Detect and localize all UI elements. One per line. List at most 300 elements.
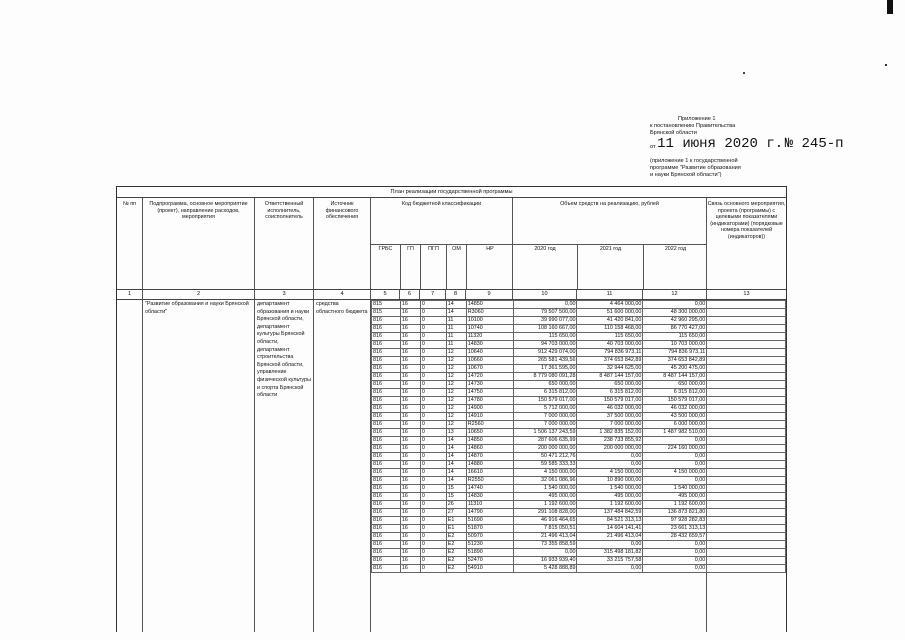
link-cell bbox=[707, 405, 786, 413]
col-link-header: Связь основного мероприятия, проекта (программы) с целевыми показателями (индикаторами) (порядковые номера показателей (индикаторов)) bbox=[707, 201, 786, 240]
grbs-cell: 816 bbox=[372, 429, 401, 437]
gp-cell: 16 bbox=[400, 565, 420, 573]
amount-2022-cell: 43 500 000,00 bbox=[643, 413, 707, 421]
amount-2022-cell: 0,00 bbox=[643, 461, 707, 469]
nr-cell: 16610 bbox=[466, 469, 513, 477]
nr-cell: 51230 bbox=[466, 541, 513, 549]
om-cell: E2 bbox=[446, 557, 466, 565]
om-cell: E2 bbox=[446, 549, 466, 557]
amount-2020-cell: 291 108 828,00 bbox=[513, 509, 577, 517]
subprogram-cell: "Развитие образования и науки Брянской области" bbox=[145, 301, 249, 315]
amount-2021-cell: 115 650,00 bbox=[577, 333, 643, 341]
link-cell bbox=[707, 525, 786, 533]
gp-cell: 16 bbox=[400, 477, 420, 485]
nr-cell: 54910 bbox=[466, 565, 513, 573]
gp-cell: 16 bbox=[400, 461, 420, 469]
amount-2022-cell: 0,00 bbox=[643, 437, 707, 445]
pgp-cell: 0 bbox=[420, 317, 446, 325]
table-row bbox=[372, 565, 786, 573]
amount-2021-cell: 8 487 144 157,00 bbox=[577, 373, 643, 381]
amount-2020-cell: 6 315 812,00 bbox=[513, 389, 577, 397]
grbs-cell: 816 bbox=[372, 517, 401, 525]
amount-2022-cell: 6 000 000,00 bbox=[643, 421, 707, 429]
pgp-cell: 0 bbox=[420, 533, 446, 541]
grbs-cell: 816 bbox=[372, 413, 401, 421]
gp-cell: 16 bbox=[400, 437, 420, 445]
link-cell bbox=[707, 485, 786, 493]
grbs-cell: 816 bbox=[372, 565, 401, 573]
amount-2021-cell: 7 000 000,00 bbox=[577, 421, 643, 429]
grbs-cell: 816 bbox=[372, 509, 401, 517]
column-number: 5 bbox=[371, 290, 400, 299]
grbs-cell: 816 bbox=[372, 325, 401, 333]
amount-2020-cell: 115 650,00 bbox=[513, 333, 577, 341]
om-cell: 12 bbox=[446, 413, 466, 421]
gp-cell: 16 bbox=[400, 509, 420, 517]
table-row bbox=[372, 317, 786, 325]
pgp-cell: 0 bbox=[420, 389, 446, 397]
om-cell: 14 bbox=[446, 461, 466, 469]
column-header bbox=[117, 198, 786, 290]
table-row bbox=[372, 389, 786, 397]
table-title: План реализации государственной программы bbox=[117, 187, 786, 198]
col-om-header: ОМ bbox=[446, 246, 466, 252]
amount-2020-cell: 94 703 000,00 bbox=[513, 341, 577, 349]
gp-cell: 16 bbox=[400, 381, 420, 389]
om-cell: 12 bbox=[446, 381, 466, 389]
link-cell bbox=[707, 421, 786, 429]
link-cell bbox=[707, 381, 786, 389]
om-cell: 11 bbox=[446, 341, 466, 349]
amount-2020-cell: 4 150 000,00 bbox=[513, 469, 577, 477]
amount-2021-cell: 200 000 000,00 bbox=[577, 445, 643, 453]
link-cell bbox=[707, 325, 786, 333]
pgp-cell: 0 bbox=[420, 445, 446, 453]
amount-2022-cell: 224 160 000,00 bbox=[643, 445, 707, 453]
table-row bbox=[372, 437, 786, 445]
amount-2020-cell: 495 000,00 bbox=[513, 493, 577, 501]
link-cell bbox=[707, 469, 786, 477]
nr-cell: 52470 bbox=[466, 557, 513, 565]
amount-2021-cell: 0,00 bbox=[577, 461, 643, 469]
grbs-cell: 816 bbox=[372, 461, 401, 469]
amount-2022-cell: 45 200 475,00 bbox=[643, 365, 707, 373]
pgp-cell: 0 bbox=[420, 557, 446, 565]
amount-2020-cell: 8 779 080 091,28 bbox=[513, 373, 577, 381]
grbs-cell: 816 bbox=[372, 381, 401, 389]
nr-cell: 14850 bbox=[466, 301, 513, 309]
column-number: 2 bbox=[143, 290, 255, 299]
nr-cell: 51870 bbox=[466, 525, 513, 533]
col-gp-header: ГП bbox=[400, 246, 420, 252]
om-cell: 12 bbox=[446, 357, 466, 365]
amount-2020-cell: 7 815 050,51 bbox=[513, 525, 577, 533]
pgp-cell: 0 bbox=[420, 453, 446, 461]
link-cell bbox=[707, 453, 786, 461]
amount-2022-cell: 0,00 bbox=[643, 565, 707, 573]
col-num-header: № пп bbox=[117, 198, 143, 289]
gp-cell: 16 bbox=[400, 373, 420, 381]
gp-cell: 16 bbox=[400, 525, 420, 533]
amount-2020-cell: 32 061 086,96 bbox=[513, 477, 577, 485]
nr-cell: 14870 bbox=[466, 453, 513, 461]
gp-cell: 16 bbox=[400, 325, 420, 333]
decree-date-line bbox=[650, 137, 900, 151]
om-cell: 12 bbox=[446, 405, 466, 413]
column-number: 6 bbox=[400, 290, 420, 299]
om-cell: 12 bbox=[446, 365, 466, 373]
amount-2022-cell: 4 150 000,00 bbox=[643, 469, 707, 477]
om-cell: E2 bbox=[446, 533, 466, 541]
amount-2020-cell: 7 000 000,00 bbox=[513, 413, 577, 421]
amount-2020-cell: 1 506 137 243,59 bbox=[513, 429, 577, 437]
column-number: 9 bbox=[466, 290, 513, 299]
om-cell: 14 bbox=[446, 309, 466, 317]
pgp-cell: 0 bbox=[420, 501, 446, 509]
nr-cell: 14880 bbox=[466, 461, 513, 469]
table-row bbox=[372, 301, 786, 309]
nr-cell: 14850 bbox=[466, 437, 513, 445]
grbs-cell: 816 bbox=[372, 501, 401, 509]
pgp-cell: 0 bbox=[420, 421, 446, 429]
om-cell: 11 bbox=[446, 325, 466, 333]
om-cell: 11 bbox=[446, 317, 466, 325]
link-cell bbox=[707, 429, 786, 437]
from-label: от bbox=[650, 144, 656, 150]
amount-2021-cell: 41 420 841,00 bbox=[577, 317, 643, 325]
table-row bbox=[372, 309, 786, 317]
amount-2021-cell: 40 703 000,00 bbox=[577, 341, 643, 349]
pgp-cell: 0 bbox=[420, 485, 446, 493]
amount-2022-cell: 10 703 000,00 bbox=[643, 341, 707, 349]
amount-2022-cell: 0,00 bbox=[643, 301, 707, 309]
amount-2022-cell: 495 000,00 bbox=[643, 493, 707, 501]
pgp-cell: 0 bbox=[420, 365, 446, 373]
amount-2021-cell: 84 521 313,13 bbox=[577, 517, 643, 525]
appendix-label: Приложение 1 bbox=[678, 116, 716, 122]
grbs-cell: 816 bbox=[372, 373, 401, 381]
link-cell bbox=[707, 557, 786, 565]
om-cell: 27 bbox=[446, 509, 466, 517]
om-cell: 14 bbox=[446, 453, 466, 461]
table-row bbox=[372, 557, 786, 565]
amount-2020-cell: 79 507 500,00 bbox=[513, 309, 577, 317]
gp-cell: 16 bbox=[400, 341, 420, 349]
gp-cell: 16 bbox=[400, 501, 420, 509]
amount-2021-cell: 794 836 973,11 bbox=[577, 349, 643, 357]
pgp-cell: 0 bbox=[420, 309, 446, 317]
budget-code-label: Код бюджетной классификации bbox=[401, 201, 482, 207]
amount-2022-cell: 6 315 812,00 bbox=[643, 389, 707, 397]
link-cell bbox=[707, 397, 786, 405]
link-cell bbox=[707, 301, 786, 309]
pgp-cell: 0 bbox=[420, 301, 446, 309]
scan-speck bbox=[885, 64, 887, 66]
amount-2020-cell: 7 000 000,00 bbox=[513, 421, 577, 429]
amount-2021-cell: 150 579 017,00 bbox=[577, 397, 643, 405]
table-row bbox=[372, 381, 786, 389]
amount-2022-cell: 86 770 427,00 bbox=[643, 325, 707, 333]
table-row bbox=[372, 333, 786, 341]
nr-cell: 14780 bbox=[466, 397, 513, 405]
pgp-cell: 0 bbox=[420, 461, 446, 469]
amount-2020-cell: 0,00 bbox=[513, 549, 577, 557]
amount-2020-cell: 912 429 074,00 bbox=[513, 349, 577, 357]
amount-2022-cell: 23 661 313,13 bbox=[643, 525, 707, 533]
grbs-cell: 816 bbox=[372, 525, 401, 533]
link-cell bbox=[707, 501, 786, 509]
col-2021-header: 2021 год bbox=[577, 246, 643, 252]
amount-2020-cell: 39 990 077,00 bbox=[513, 317, 577, 325]
gp-cell: 16 bbox=[400, 445, 420, 453]
table-row bbox=[372, 533, 786, 541]
pgp-cell: 0 bbox=[420, 333, 446, 341]
link-cell bbox=[707, 437, 786, 445]
gp-cell: 16 bbox=[400, 333, 420, 341]
om-cell: E1 bbox=[446, 525, 466, 533]
nr-cell: 51690 bbox=[466, 517, 513, 525]
grbs-cell: 816 bbox=[372, 341, 401, 349]
link-cell bbox=[707, 445, 786, 453]
grbs-cell: 816 bbox=[372, 333, 401, 341]
column-number: 1 bbox=[117, 290, 143, 299]
pgp-cell: 0 bbox=[420, 397, 446, 405]
link-cell bbox=[707, 509, 786, 517]
pgp-cell: 0 bbox=[420, 341, 446, 349]
col-nr-header: НР bbox=[466, 246, 513, 252]
region-label: Брянской области bbox=[650, 130, 697, 136]
table-row bbox=[372, 357, 786, 365]
responsible-cell: департамент образования и науки Брянской области, департамент культуры Брянской области, департамент строительства Брянской области, управление физической культуры и спорта Брянской области bbox=[257, 301, 311, 399]
gp-cell: 16 bbox=[400, 301, 420, 309]
column-number: 10 bbox=[513, 290, 577, 299]
link-cell bbox=[707, 477, 786, 485]
amount-2021-cell: 238 733 855,92 bbox=[577, 437, 643, 445]
table-row bbox=[372, 549, 786, 557]
amount-2020-cell: 108 160 667,00 bbox=[513, 325, 577, 333]
amount-2021-cell: 1 382 835 152,00 bbox=[577, 429, 643, 437]
amount-2022-cell: 1 487 982 510,00 bbox=[643, 429, 707, 437]
link-cell bbox=[707, 365, 786, 373]
om-cell: 14 bbox=[446, 437, 466, 445]
link-cell bbox=[707, 461, 786, 469]
column-number: 4 bbox=[314, 290, 371, 299]
amount-2021-cell: 315 498 181,82 bbox=[577, 549, 643, 557]
pgp-cell: 0 bbox=[420, 469, 446, 477]
gp-cell: 16 bbox=[400, 421, 420, 429]
om-cell: 12 bbox=[446, 389, 466, 397]
gp-cell: 16 bbox=[400, 357, 420, 365]
amount-2021-cell: 495 000,00 bbox=[577, 493, 643, 501]
amount-2020-cell: 0,00 bbox=[513, 301, 577, 309]
table-row bbox=[372, 485, 786, 493]
table-row bbox=[372, 477, 786, 485]
amount-2022-cell: 8 487 144 157,00 bbox=[643, 373, 707, 381]
om-cell: 12 bbox=[446, 373, 466, 381]
table-row bbox=[372, 365, 786, 373]
table-row bbox=[372, 429, 786, 437]
gp-cell: 16 bbox=[400, 549, 420, 557]
amount-2021-cell: 0,00 bbox=[577, 453, 643, 461]
col-subprogram-header: Подпрограмма, основное мероприятие (проект), направление расходов, мероприятия bbox=[143, 198, 255, 289]
table-row bbox=[372, 525, 786, 533]
table-row bbox=[372, 341, 786, 349]
om-cell: 12 bbox=[446, 349, 466, 357]
nr-cell: 14830 bbox=[466, 493, 513, 501]
column-number: 11 bbox=[577, 290, 643, 299]
gp-cell: 16 bbox=[400, 469, 420, 477]
pgp-cell: 0 bbox=[420, 357, 446, 365]
link-cell bbox=[707, 357, 786, 365]
budget-rows-table bbox=[371, 300, 786, 573]
grbs-cell: 816 bbox=[372, 485, 401, 493]
amount-2021-cell: 1 540 000,00 bbox=[577, 485, 643, 493]
table-row bbox=[372, 421, 786, 429]
table-row bbox=[372, 493, 786, 501]
amount-2022-cell: 0,00 bbox=[643, 541, 707, 549]
amount-2021-cell: 650 000,00 bbox=[577, 381, 643, 389]
table-row bbox=[372, 413, 786, 421]
table-row bbox=[372, 541, 786, 549]
nr-cell: 14910 bbox=[466, 413, 513, 421]
table-row bbox=[372, 501, 786, 509]
pgp-cell: 0 bbox=[420, 477, 446, 485]
pgp-cell: 0 bbox=[420, 565, 446, 573]
link-cell bbox=[707, 565, 786, 573]
om-cell: E1 bbox=[446, 517, 466, 525]
om-cell: 14 bbox=[446, 445, 466, 453]
link-cell bbox=[707, 549, 786, 557]
nr-cell: R3060 bbox=[466, 309, 513, 317]
amount-2022-cell: 136 873 821,80 bbox=[643, 509, 707, 517]
om-cell: E2 bbox=[446, 565, 466, 573]
note-line: и науки Брянской области") bbox=[650, 172, 722, 178]
amount-2020-cell: 5 428 888,89 bbox=[513, 565, 577, 573]
pgp-cell: 0 bbox=[420, 437, 446, 445]
link-cell bbox=[707, 533, 786, 541]
amount-2022-cell: 0,00 bbox=[643, 557, 707, 565]
amount-2021-cell: 21 496 413,04 bbox=[577, 533, 643, 541]
grbs-cell: 816 bbox=[372, 493, 401, 501]
col-grbs-header: ГРБС bbox=[378, 246, 393, 252]
gp-cell: 16 bbox=[400, 493, 420, 501]
note-line: (приложение 1 к государственной bbox=[650, 158, 738, 164]
amount-2022-cell: 374 653 842,89 bbox=[643, 357, 707, 365]
amount-2021-cell: 4 464 000,00 bbox=[577, 301, 643, 309]
link-cell bbox=[707, 493, 786, 501]
amount-2021-cell: 137 484 842,59 bbox=[577, 509, 643, 517]
grbs-cell: 816 bbox=[372, 445, 401, 453]
column-number: 7 bbox=[420, 290, 446, 299]
amount-2022-cell: 794 836 973,11 bbox=[643, 349, 707, 357]
amount-2020-cell: 73 355 858,59 bbox=[513, 541, 577, 549]
grbs-cell: 816 bbox=[372, 357, 401, 365]
amount-2020-cell: 200 000 000,00 bbox=[513, 445, 577, 453]
om-cell: 12 bbox=[446, 397, 466, 405]
table-row bbox=[372, 349, 786, 357]
amount-2022-cell: 28 432 659,57 bbox=[643, 533, 707, 541]
gp-cell: 16 bbox=[400, 349, 420, 357]
gp-cell: 16 bbox=[400, 413, 420, 421]
note-line: программе "Развитие образования bbox=[650, 165, 741, 171]
amount-2022-cell: 115 650,00 bbox=[643, 333, 707, 341]
nr-cell: 14750 bbox=[466, 389, 513, 397]
grbs-cell: 816 bbox=[372, 469, 401, 477]
column-number: 3 bbox=[255, 290, 314, 299]
table-row bbox=[372, 445, 786, 453]
om-cell: 14 bbox=[446, 477, 466, 485]
om-cell: 26 bbox=[446, 501, 466, 509]
amount-2020-cell: 650 000,00 bbox=[513, 381, 577, 389]
gp-cell: 16 bbox=[400, 485, 420, 493]
link-cell bbox=[707, 333, 786, 341]
nr-cell: 10660 bbox=[466, 357, 513, 365]
amount-2022-cell: 97 928 282,83 bbox=[643, 517, 707, 525]
col-pgp-header: ПГП bbox=[420, 246, 446, 252]
table-row bbox=[372, 325, 786, 333]
grbs-cell: 816 bbox=[372, 405, 401, 413]
amount-2021-cell: 0,00 bbox=[577, 565, 643, 573]
nr-cell: 10640 bbox=[466, 349, 513, 357]
om-cell: 15 bbox=[446, 493, 466, 501]
link-cell bbox=[707, 517, 786, 525]
grbs-cell: 816 bbox=[372, 397, 401, 405]
amount-2020-cell: 1 192 600,00 bbox=[513, 501, 577, 509]
grbs-cell: 816 bbox=[372, 437, 401, 445]
pgp-cell: 0 bbox=[420, 525, 446, 533]
grbs-cell: 816 bbox=[372, 317, 401, 325]
amount-2020-cell: 1 540 000,00 bbox=[513, 485, 577, 493]
amount-2022-cell: 150 579 017,00 bbox=[643, 397, 707, 405]
amount-2021-cell: 374 653 842,89 bbox=[577, 357, 643, 365]
nr-cell: 51890 bbox=[466, 549, 513, 557]
link-cell bbox=[707, 317, 786, 325]
nr-cell: 10100 bbox=[466, 317, 513, 325]
amount-2021-cell: 110 158 468,00 bbox=[577, 325, 643, 333]
table-body bbox=[117, 300, 786, 632]
column-number: 12 bbox=[643, 290, 707, 299]
grbs-cell: 816 bbox=[372, 533, 401, 541]
amount-2022-cell: 0,00 bbox=[643, 549, 707, 557]
decree-date: 11 июня 2020 г. bbox=[657, 136, 784, 152]
link-cell bbox=[707, 309, 786, 317]
table-row bbox=[372, 517, 786, 525]
grbs-cell: 815 bbox=[372, 309, 401, 317]
om-cell: 14 bbox=[446, 301, 466, 309]
gp-cell: 16 bbox=[400, 557, 420, 565]
amount-2020-cell: 5 712 000,00 bbox=[513, 405, 577, 413]
om-cell: 11 bbox=[446, 333, 466, 341]
nr-cell: 14830 bbox=[466, 341, 513, 349]
om-cell: 15 bbox=[446, 485, 466, 493]
column-numbers-row bbox=[117, 290, 786, 300]
amount-2021-cell: 0,00 bbox=[577, 541, 643, 549]
gp-cell: 16 bbox=[400, 317, 420, 325]
amount-2020-cell: 17 361 595,00 bbox=[513, 365, 577, 373]
amount-2022-cell: 48 300 000,00 bbox=[643, 309, 707, 317]
grbs-cell: 816 bbox=[372, 421, 401, 429]
amount-2022-cell: 650 000,00 bbox=[643, 381, 707, 389]
amount-2021-cell: 6 315 812,00 bbox=[577, 389, 643, 397]
pgp-cell: 0 bbox=[420, 413, 446, 421]
amount-2021-cell: 46 032 000,00 bbox=[577, 405, 643, 413]
amount-2020-cell: 59 585 333,33 bbox=[513, 461, 577, 469]
amount-2020-cell: 16 933 939,40 bbox=[513, 557, 577, 565]
gp-cell: 16 bbox=[400, 405, 420, 413]
amount-label: Объем средств на реализацию, рублей bbox=[560, 201, 659, 207]
pgp-cell: 0 bbox=[420, 549, 446, 557]
link-cell bbox=[707, 349, 786, 357]
